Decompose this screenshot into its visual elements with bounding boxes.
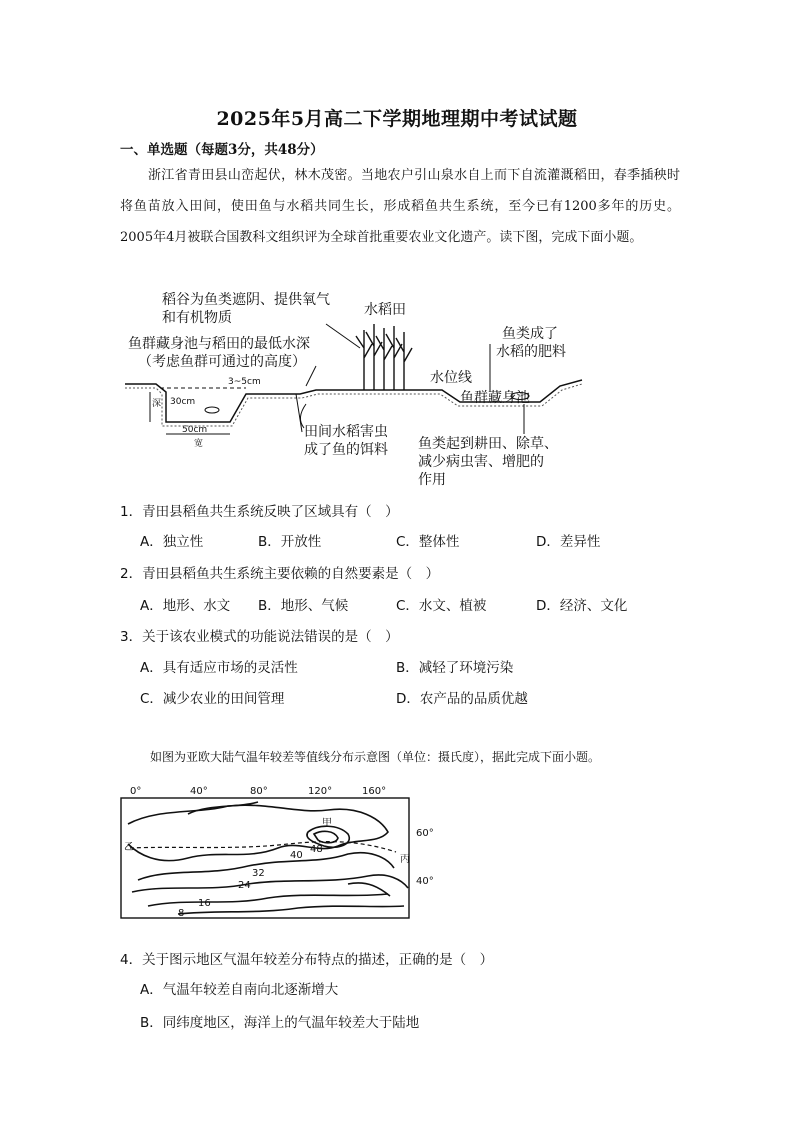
label-50cm: 50cm — [182, 425, 208, 435]
label-shade: 稻谷为鱼类遮阴、提供氧气 — [162, 292, 330, 308]
label-shade-2: 和有机物质 — [162, 310, 232, 326]
question-1-option-d[interactable]: D．差异性 — [536, 534, 601, 550]
question-4-stem: 4．关于图示地区气温年较差分布特点的描述，正确的是（ ） — [120, 952, 494, 968]
passage-text: 浙江省青田县山峦起伏，林木茂密。当地农户引山泉水自上而下自流灌溉稻田，春季插秧时将鱼苗放入田间，使田鱼与水稻共同生长，形成稻鱼共生系统，至今已有1200多年的历史。2005年4月被联合国教科文组织评为全球首批重要农业文化遗产。读下图，完成下面小题。 — [120, 168, 680, 245]
isoline-label-16: 16 — [198, 898, 211, 909]
question-3-option-c[interactable]: C．减少农业的田间管理 — [140, 691, 285, 707]
label-pest: 田间水稻害虫 — [304, 424, 388, 440]
rice-plants-icon — [356, 324, 412, 390]
question-1-option-b[interactable]: B．开放性 — [258, 534, 322, 550]
isolines — [128, 802, 408, 914]
section-heading: 一、单选题（每题3分，共48分） — [120, 142, 324, 158]
question-2-option-c[interactable]: C．水文、植被 — [396, 598, 487, 614]
lon-0: 0° — [130, 786, 142, 797]
question-3-option-b[interactable]: B．减轻了环境污染 — [396, 660, 514, 676]
lon-80: 80° — [250, 786, 268, 797]
map-frame — [121, 798, 409, 918]
isoline-label-8: 8 — [178, 908, 185, 919]
reading-passage — [120, 160, 680, 253]
isoline-label-24: 24 — [238, 880, 251, 891]
annual-temperature-range-map — [118, 784, 448, 924]
question-4-option-a[interactable]: A．气温年较差自南向北逐渐增大 — [140, 982, 339, 998]
question-3-option-a[interactable]: A．具有适应市场的灵活性 — [140, 660, 298, 676]
label-min-water: 鱼群藏身池与稻田的最低水深 — [128, 336, 310, 352]
lat-60: 60° — [416, 828, 434, 839]
label-depth: 深 — [152, 399, 162, 409]
rice-fish-diagram — [120, 288, 590, 488]
question-1-option-a[interactable]: A．独立性 — [140, 534, 204, 550]
question-4-option-b[interactable]: B．同纬度地区，海洋上的气温年较差大于陆地 — [140, 1015, 420, 1031]
label-function-2: 减少病虫害、增肥的 — [418, 454, 544, 470]
question-2-option-a[interactable]: A．地形、水文 — [140, 598, 231, 614]
question-3-option-d[interactable]: D．农产品的品质优越 — [396, 691, 528, 707]
label-30cm: 30cm — [170, 397, 196, 407]
question-2-option-b[interactable]: B．地形、气候 — [258, 598, 349, 614]
label-function-3: 作用 — [418, 472, 446, 488]
point-jia: 甲 — [322, 818, 332, 829]
question-2-stem: 2．青田县稻鱼共生系统主要依赖的自然要素是（ ） — [120, 566, 440, 582]
question-3-stem: 3．关于该农业模式的功能说法错误的是（ ） — [120, 629, 399, 645]
figure-2-intro: 如图为亚欧大陆气温年较差等值线分布示意图（单位：摄氏度），据此完成下面小题。 — [150, 750, 601, 764]
label-pond: 鱼群藏身池 — [460, 390, 530, 406]
label-function-1: 鱼类起到耕田、除草、 — [418, 436, 558, 452]
isoline-label-48: 48 — [310, 844, 323, 855]
reference-line — [130, 842, 396, 852]
question-2-option-d[interactable]: D．经济、文化 — [536, 598, 628, 614]
lat-40: 40° — [416, 876, 434, 887]
isoline-label-32: 32 — [252, 868, 265, 879]
label-pest-2: 成了鱼的饵料 — [304, 442, 388, 458]
label-fertilizer-2: 水稻的肥料 — [496, 344, 566, 360]
question-1-option-c[interactable]: C．整体性 — [396, 534, 460, 550]
label-depth-gap: 3~5cm — [228, 377, 261, 387]
point-bing: 丙 — [400, 854, 410, 865]
point-yi: 乙 — [124, 842, 134, 853]
label-waterline: 水位线 — [430, 370, 472, 386]
lon-160: 160° — [362, 786, 387, 797]
isoline-label-40: 40 — [290, 850, 303, 861]
label-fertilizer: 鱼类成了 — [502, 326, 558, 342]
page-title: 2025年5月高二下学期地理期中考试试题 — [216, 108, 578, 130]
label-paddy: 水稻田 — [364, 302, 406, 318]
label-min-water-2: （考虑鱼群可通过的高度） — [138, 354, 306, 370]
lon-120: 120° — [308, 786, 333, 797]
lon-40: 40° — [190, 786, 208, 797]
label-width: 宽 — [194, 439, 204, 449]
question-1-stem: 1．青田县稻鱼共生系统反映了区域具有（ ） — [120, 504, 399, 520]
fish-icon — [205, 407, 219, 413]
